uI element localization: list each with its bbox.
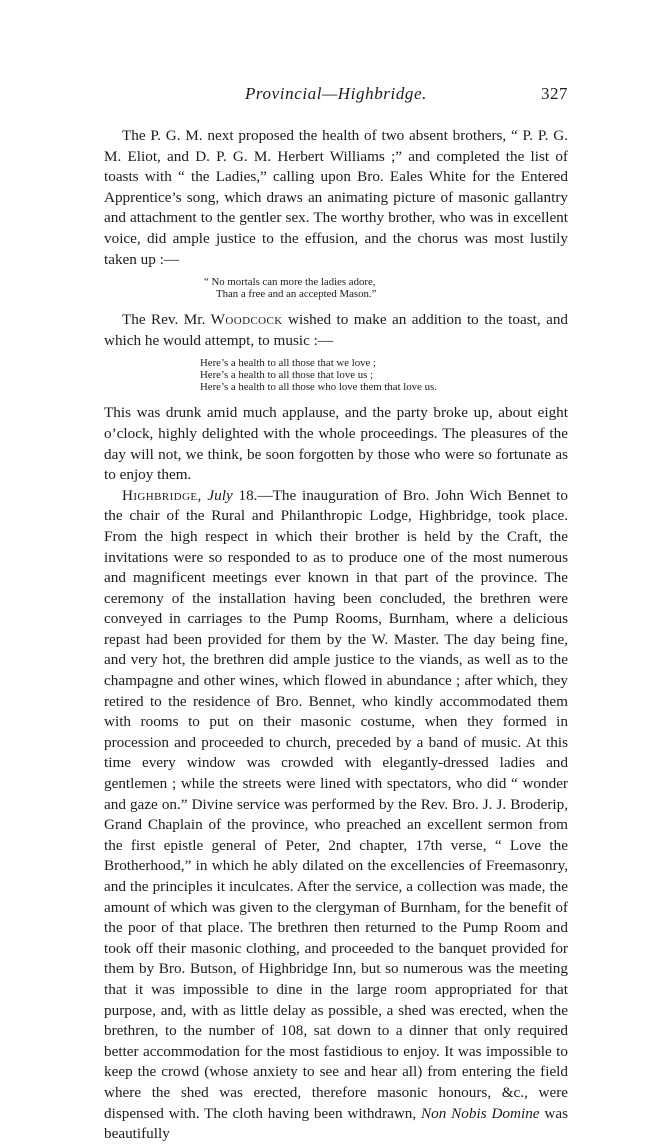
paragraph-highbridge — [104, 486, 568, 1145]
verse-line: “ No mortals can more the ladies adore, — [204, 276, 376, 289]
paragraph-end: was beautifully — [104, 1104, 569, 1143]
running-title: Provincial—Highbridge. — [244, 84, 428, 103]
date-month: July — [207, 486, 233, 504]
paragraph-rest: wished to make an addition to the toast, and which he would attempt, to music :— — [104, 311, 569, 349]
paragraph-body: 18.—The inauguration of Bro. John Wich Bennet to the chair of the Rural and Philanthropic Lodge, Highbridge, took place. From the high respect in which their brother is held by the Craft, the invitations were so responded to as to produce one of the most numerous and magnificent meetings ever known in that part of the province. The ceremony of the installation having been concluded, the brethren were conveyed in carriages to the Pump Rooms, Burnham, where a delicious repast had been provided for them by the W. Master. The day being fine, and very hot, the brethren did ample justice to the viands, as well as to the champagne and other wines, which flowed in abundance ; after which, they retired to the residence of Bro. Bennet, who kindly accommodated them with rooms to put on their masonic costume, when they formed in procession and proceeded to church, preceded by a band of music. At this time every window was crowded with elegantly-dressed ladies and gentlemen ; while the streets were lined with spectators, who did “ wonder and gaze on.” Divine service was performed by the Rev. Bro. J. J. Broderip, Grand Chaplain of the province, who preached an excellent sermon from the first epistle general of Peter, 2nd chapter, 17th verse, “ Love the Brotherhood,” in which he ably dilated on the excellencies of Freemasonry, and the principles it inculcates. After the service, a collection was made, the amount of which was given to the clergyman of Burnham, for the benefit of the poor of that place. The brethren then returned to the Pump Room and took off their masonic clothing, and proceeded to the banquet provided for them by Bro. Butson, of Highbridge Inn, but so numerous was the meeting that it was impossible to dine in the large room appropriated for that purpose, and, with as little delay as possible, a shed was erected, when the brethren, to the number of 108, sat down to a dinner that only required better accommodation for the most fastidious to enjoy. It was impossible to keep the crowd (whose anxiety to see and hear all) from entering the field where the shed was erected, therefore masonic honours, &c., were dispensed with. The cloth having been withdrawn, — [104, 486, 568, 1122]
verse-line: Here’s a health to all those that love us ; — [200, 369, 374, 382]
paragraph-toasts: The P. G. M. next proposed the health of two absent brothers, “ P. P. G. M. Eliot, and D. P. G. M. Herbert Williams ;” and completed the list of toasts with “ the Ladies,” calling upon Bro. Eales White for the Entered Apprentice’s song, which draws an animating picture of masonic gallantry and attachment to the gentler sex. The worthy brother, who was in excellent voice, did ample justice to the effusion, and the chorus was most lustily taken up :— — [104, 127, 568, 268]
paragraph-woodcock — [104, 310, 568, 351]
place-name: Highbridge, — [122, 486, 202, 504]
latin-phrase: Non Nobis Domine — [421, 1104, 540, 1122]
verse-line: Than a free and an accepted Mason.” — [216, 288, 377, 301]
paragraph-lead: The Rev. Mr. — [122, 311, 206, 329]
verse-line: Here’s a health to all those who love them that love us. — [200, 381, 437, 394]
page-number: 327 — [541, 84, 568, 103]
article-body — [104, 126, 568, 1145]
verse-line: Here’s a health to all those that we love ; — [200, 357, 376, 370]
person-name: Woodcock — [210, 311, 283, 329]
page-header — [104, 84, 568, 110]
paragraph-close: This was drunk amid much applause, and the party broke up, about eight o’clock, highly delighted with the whole proceedings. The pleasures of the day will not, we think, be soon forgotten by those who were so fortunate as to enjoy them. — [104, 404, 568, 484]
verse-ladies — [104, 276, 568, 300]
verse-health — [104, 357, 568, 393]
